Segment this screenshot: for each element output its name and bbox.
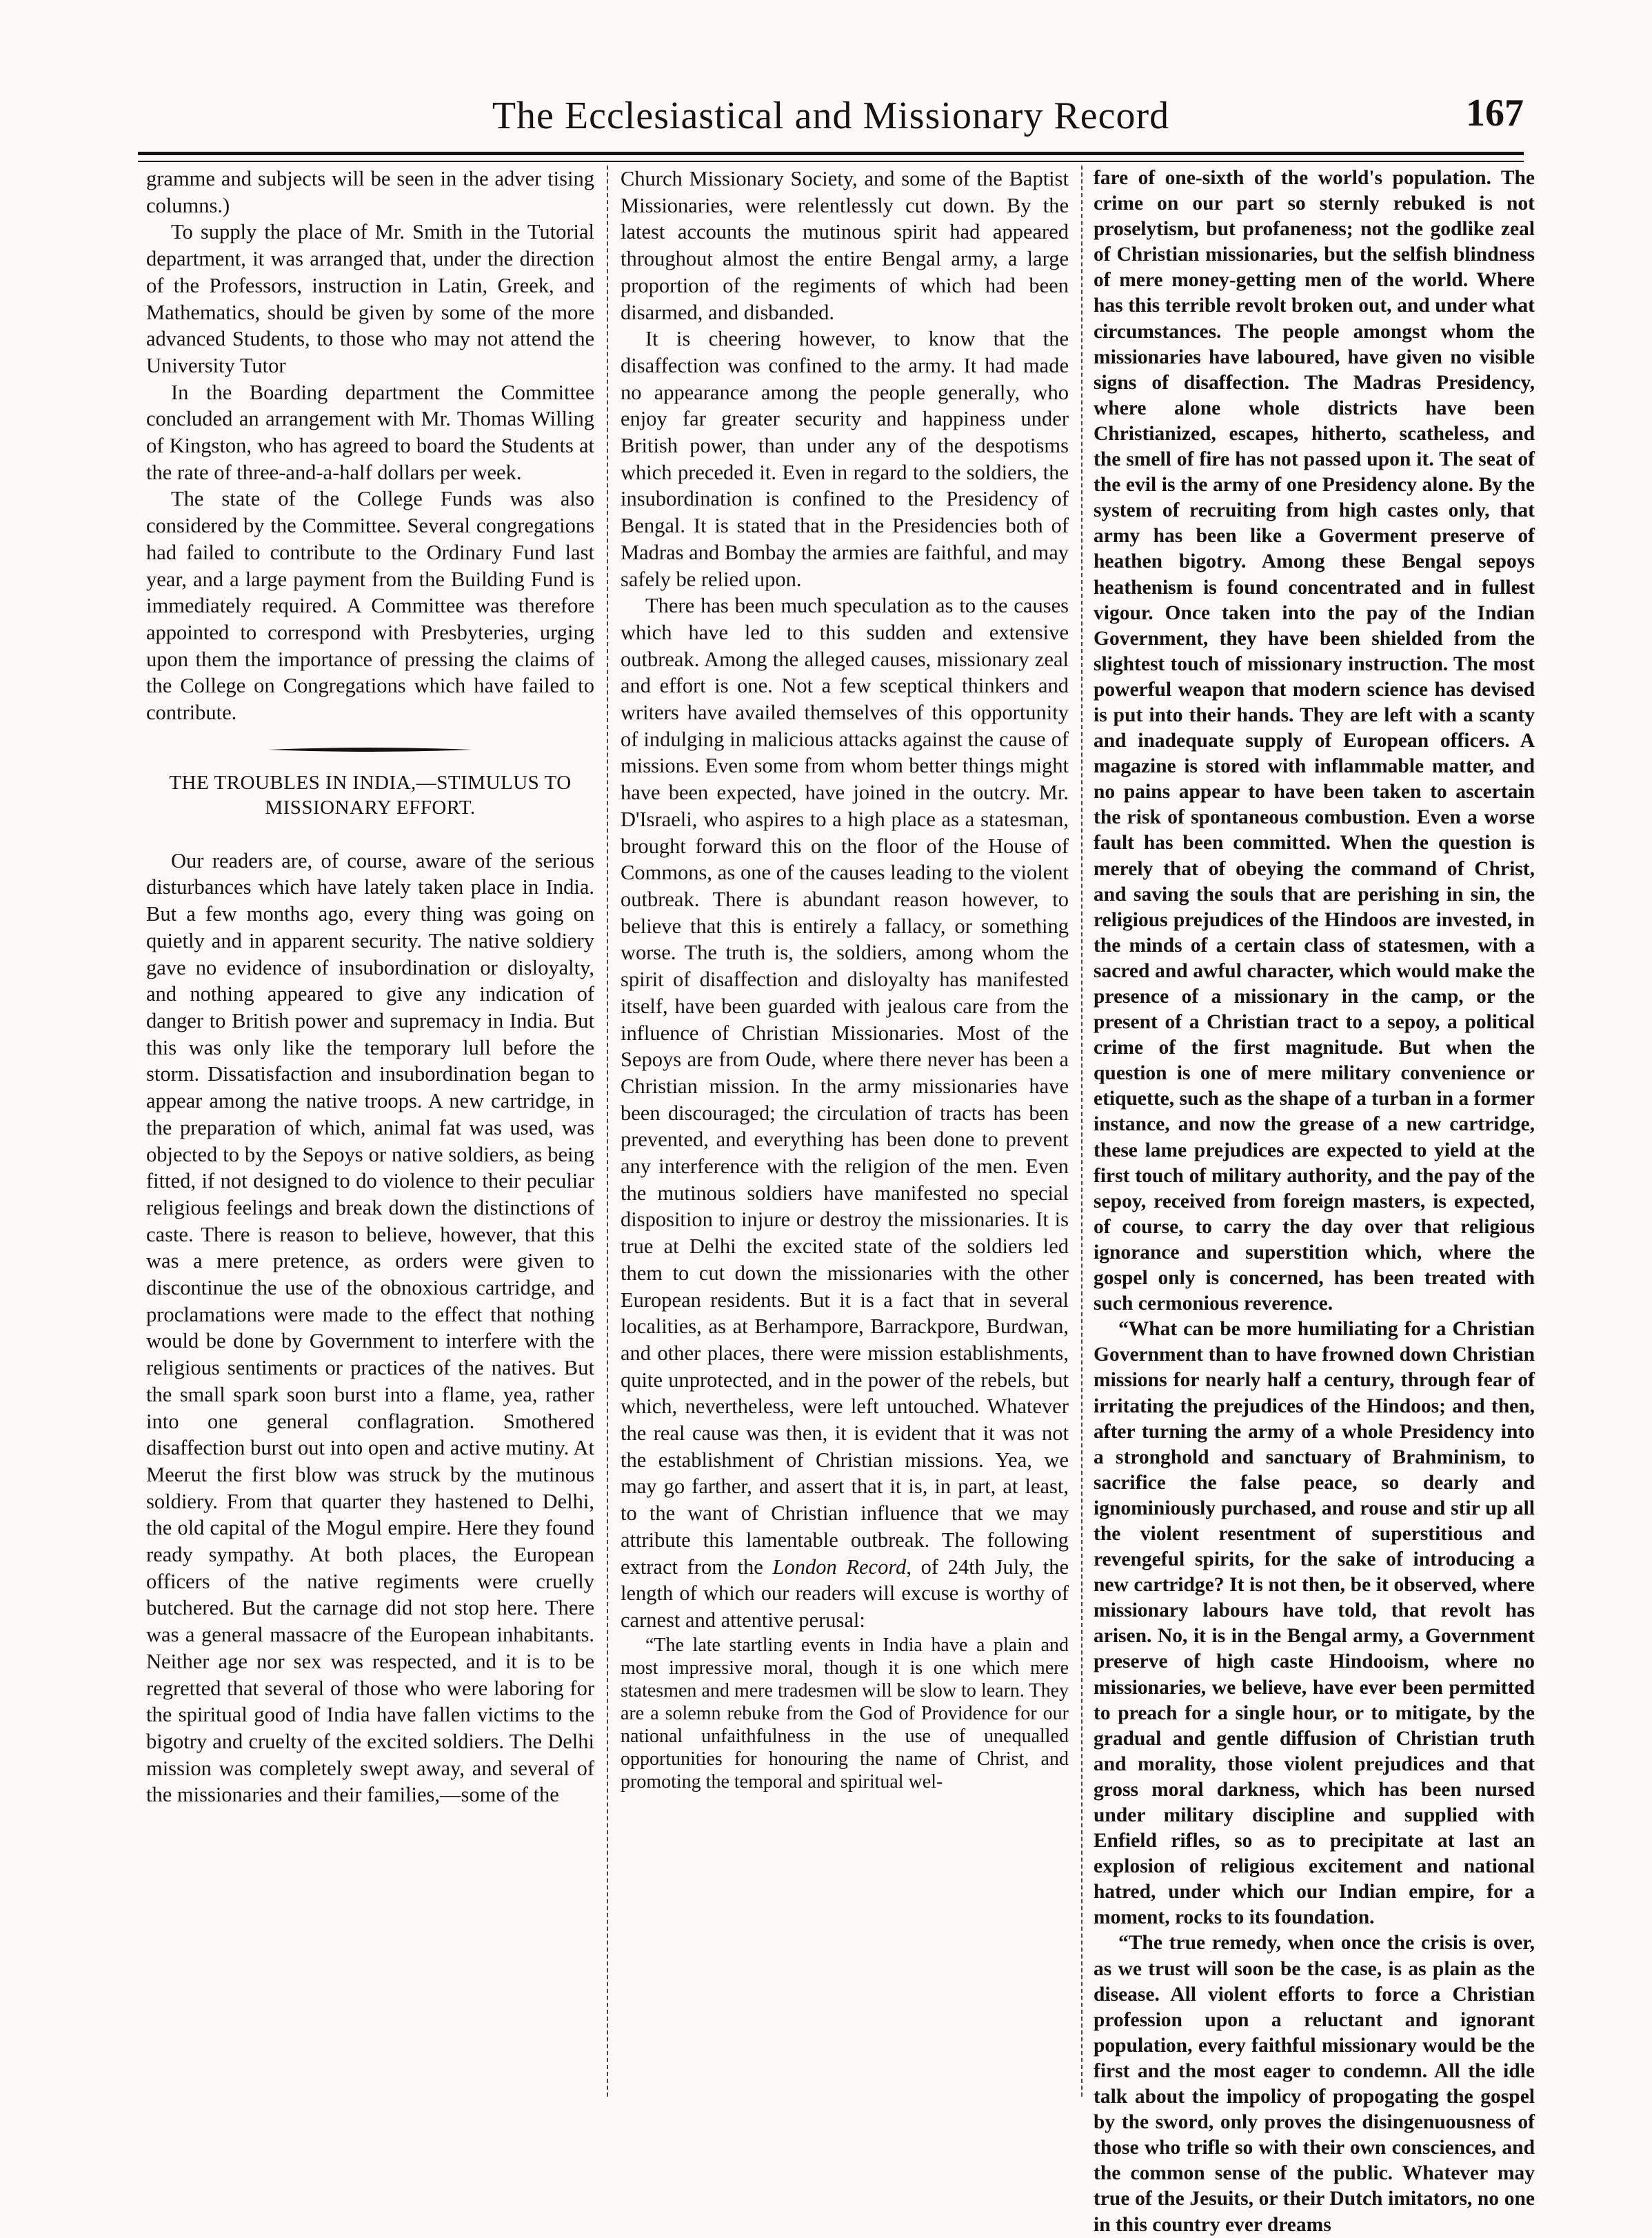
text-run: There has been much speculation as to the causes which have led to this sudden and extensive outbreak. Among the alleged causes, missionary zeal and effort is one. Not a few sceptical thinkers and writers have availed themselves of this opportunity of indulging in malicious attacks against the cause of missions. Even some from whom better things might have been expected, have joined in the outcry. Mr. D'Israeli, who aspires to a high place as a statesman, brought forward this on the floor of the House of Commons, as one of the causes leading to the violent outbreak. There is abundant reason however, to believe that this is entirely a fallacy, or something worse. The truth is, the soldiers, among whom the spirit of disaffection and disloyalty has manifested itself, have been guarded with jealous care from the influence of Christian Missionaries. Most of the Sepoys are from Oude, where there never has been a Christian mission. In the army missionaries have been discouraged; the circulation of tracts has been prevented, and everything has been done to prevent any interference with the religion of the men. Even the mutinous soldiers have manifested no special disposition to injure or destroy the missionaries. It is true at Delhi the excited state of the soldiers led them to cut down the missionaries with the other European residents. But it is a fact that in several localities, as at Berhampore, Barrackpore, Burdwan, and other places, there were mission establishments, quite unprotected, and in the power of the rebels, but which, nevertheless, were left untouched. Whatever the real cause was then, it is evident that it was not the establishment of Christian missions. Yea, we may go farther, and assert that it is, in part, at least, to the want of Christian influence that we may attribute this lamentable outbreak. The following extract from the bbox=[621, 594, 1069, 1579]
column-3 bbox=[1094, 166, 1535, 2236]
quoted-paragraph: “The late startling events in India have a plain and most impressive moral, though it is one which mere statesmen and mere tradesmen will be slow to learn. They are a solemn rebuke from the God of Providence for our national unfaithfulness in the use of unequalled opportunities for honouring the name of Christ, and promoting the temporal and spiritual wel- bbox=[621, 1634, 1069, 1792]
paragraph: Our readers are, of course, aware of the serious disturbances which have lately taken place in India. But a few months ago, every thing was going on quietly and in apparent security. The native soldiery gave no evidence of insubordination or disloyalty, and nothing appeared to give any indication of danger to British power and supremacy in India. But this was only like the temporary lull before the storm. Dissatisfaction and insubordination began to appear among the native troops. A new cartridge, in the preparation of which, animal fat was used, was objected to by the Sepoys or native soldiers, as being fitted, if not designed to do violence to their peculiar religious feelings and break down the distinctions of caste. There is reason to believe, however, that this was a mere pretence, as orders were given to discontinue the use of the obnoxious cartridge, and proclamations were made to the effect that nothing would be done by Government to interfere with the religious sentiments or practices of the natives. But the small spark soon burst into a flame, yea, rather into one general conflagration. Smothered disaffection burst out into open and active mutiny. At Meerut the first blow was struck by the mutinous soldiery. From that quarter they hastened to Delhi, the old capital of the Mogul empire. Here they found ready sympathy. At both places, the European officers of the native regiments were cruelly butchered. But the carnage did not stop here. There was a general massacre of the European inhabitants. Neither age nor sex was respected, and it is to be regretted that several of those who were laboring for the spiritual good of India have fallen victims to the bigotry and cruelty of the excited soldiers. The Delhi mission was completely swept away, and several of the missionaries and their families,—some of the bbox=[146, 848, 594, 1807]
paragraph: In the Boarding department the Committee concluded an arrangement with Mr. Thomas Willing of Kingston, who has agreed to board the Students at the rate of three-and-a-half dollars per week. bbox=[146, 380, 594, 484]
column-divider-1 bbox=[607, 166, 608, 2097]
paragraph: The state of the College Funds was also considered by the Committee. Several congregations had failed to contribute to the Ordinary Fund last year, and a large payment from the Building Fund is immediately required. A Committee was therefore appointed to correspond with Presbyteries, urging upon them the importance of pressing the claims of the College on Congregations which have failed to contribute. bbox=[146, 487, 594, 725]
quoted-paragraph: “The true remedy, when once the crisis is over, as we trust will soon be the case, is as plain as the disease. All violent efforts to force a Christian profession upon a reluctant and ignorant population, every faithful missionary would be the first and the most eager to condemn. All the idle talk about the impolicy of propogating the gospel by the sword, only proves the disingenuousness of those who trifle so with their own consciences, and the common sense of the public. Whatever may true of the Jesuits, or their Dutch imitators, no one in this country ever dreams bbox=[1094, 1932, 1535, 2236]
quoted-paragraph: “What can be more humiliating for a Christian Government than to have frowned down Christian missions for nearly half a century, through fear of irritating the prejudices of the Hindoos; and then, after turning the army of a whole Presidency into a stronghold and sanctuary of Brahminism, to sacrifice the false peace, so dearly and ignominiously purchased, and rouse and stir up all the violent resentment of superstitious and revengeful spirits, for the sake of introducing a new cartridge? It is not then, be it observed, where missionary labours have told, that revolt has arisen. No, it is in the Bengal army, a Government preserve of high caste Hindooism, where no missionaries, we believe, have ever been permitted to preach for a single hour, or to mitigate, by the gradual and gentle diffusion of Christian truth and morality, those violent prejudices and that gross moral darkness, which has been nursed under military discipline and supplied with Enfield rifles, so as to precipitate at last an explosion of religious excitement and national hatred, under which our Indian empire, for a moment, rocks to its foundation. bbox=[1094, 1318, 1535, 1929]
page-number: 167 bbox=[1466, 92, 1524, 134]
paragraph: To supply the place of Mr. Smith in the Tutorial department, it was arranged that, under the direction of the Professors, instruction in Latin, Greek, and Mathematics, should be given by some of the more advanced Students, to those who may not attend the University Tutor bbox=[146, 220, 594, 377]
paragraph: It is cheering however, to know that the disaffection was confined to the army. It had made no appearance among the people generally, who enjoy far greater security and happiness under British power, than under any of the despotisms which preceded it. Even in regard to the soldiers, the insubordination is confined to the Presidency of Bengal. It is stated that in the Presidencies both of Madras and Bombay the armies are faithful, and may safely be relied upon. bbox=[621, 327, 1069, 591]
quoted-paragraph: fare of one-sixth of the world's population. The crime on our part so sternly rebuked is not proselytism, but profaneness; not the godlike zeal of Christian missionaries, but the selfish blindness of mere money-getting men of the world. Where has this terrible revolt broken out, and under what circumstances. The people amongst whom the missionaries have laboured, have given no visible signs of disaffection. The Madras Presidency, where alone whole districts have been Christianized, escapes, hitherto, scatheless, and the smell of fire has not passed upon it. The seat of the evil is the army of one Presidency alone. By the system of recruiting from high castes only, that army has been like a Goverment preserve of heathen bigotry. Among these Bengal sepoys heathenism is found concentrated and in fullest vigour. Once taken into the pay of the Indian Government, they have been shielded from the slightest touch of missionary instruction. The most powerful weapon that modern science has devised is put into their hands. They are left with a scanty and inadequate supply of European officers. A magazine is stored with inflammable matter, and no pains appear to have been taken to ascertain the risk of spontaneous combustion. Even a worse fault has been committed. When the question is merely that of obeying the command of Christ, and saving the souls that are perishing in sin, the religious prejudices of the Hindoos are invested, in the minds of a certain class of statesmen, with a sacred and awful character, which would make the presence of a missionary in the camp, or the present of a Christian tract to a sepoy, a political crime of the first magnitude. But when the question is one of mere military convenience or etiquette, such as the shape of a turban in a former instance, and now the grease of a new cartridge, these lame prejudices are expected to yield at the first touch of military authority, and the pay of the sepoy, received from foreign masters, is expected, of course, to carry the day over that religious ignorance and superstition which, where the gospel only is concerned, has been treated with such cermonious reverence. bbox=[1094, 167, 1535, 1315]
column-divider-2 bbox=[1081, 166, 1082, 2097]
paragraph bbox=[621, 592, 1069, 1633]
publication-name: London Record bbox=[772, 1555, 907, 1579]
publication-title: The Ecclesiastical and Missionary Record bbox=[492, 94, 1170, 137]
header-rule bbox=[138, 152, 1524, 162]
text-run: , of 24th July, the length of which our readers will excuse is worthy of carnest and attentive perusal: bbox=[621, 1555, 1069, 1632]
paragraph: gramme and subjects will be seen in the adver tising columns.) bbox=[146, 167, 594, 217]
paragraph: Church Missionary Society, and some of the Baptist Missionaries, were relentlessly cut down. By the latest accounts the mutinous spirit had appeared throughout almost the entire Bengal army, a large proportion of the regiments of which had been disarmed, and disbanded. bbox=[621, 167, 1069, 324]
page-header bbox=[138, 88, 1524, 154]
article-heading: THE TROUBLES IN INDIA,—STIMULUS TO MISSIONARY EFFORT. bbox=[169, 771, 572, 819]
column-2 bbox=[621, 166, 1069, 2097]
ornamental-divider bbox=[146, 744, 594, 759]
column-1 bbox=[146, 166, 594, 2097]
